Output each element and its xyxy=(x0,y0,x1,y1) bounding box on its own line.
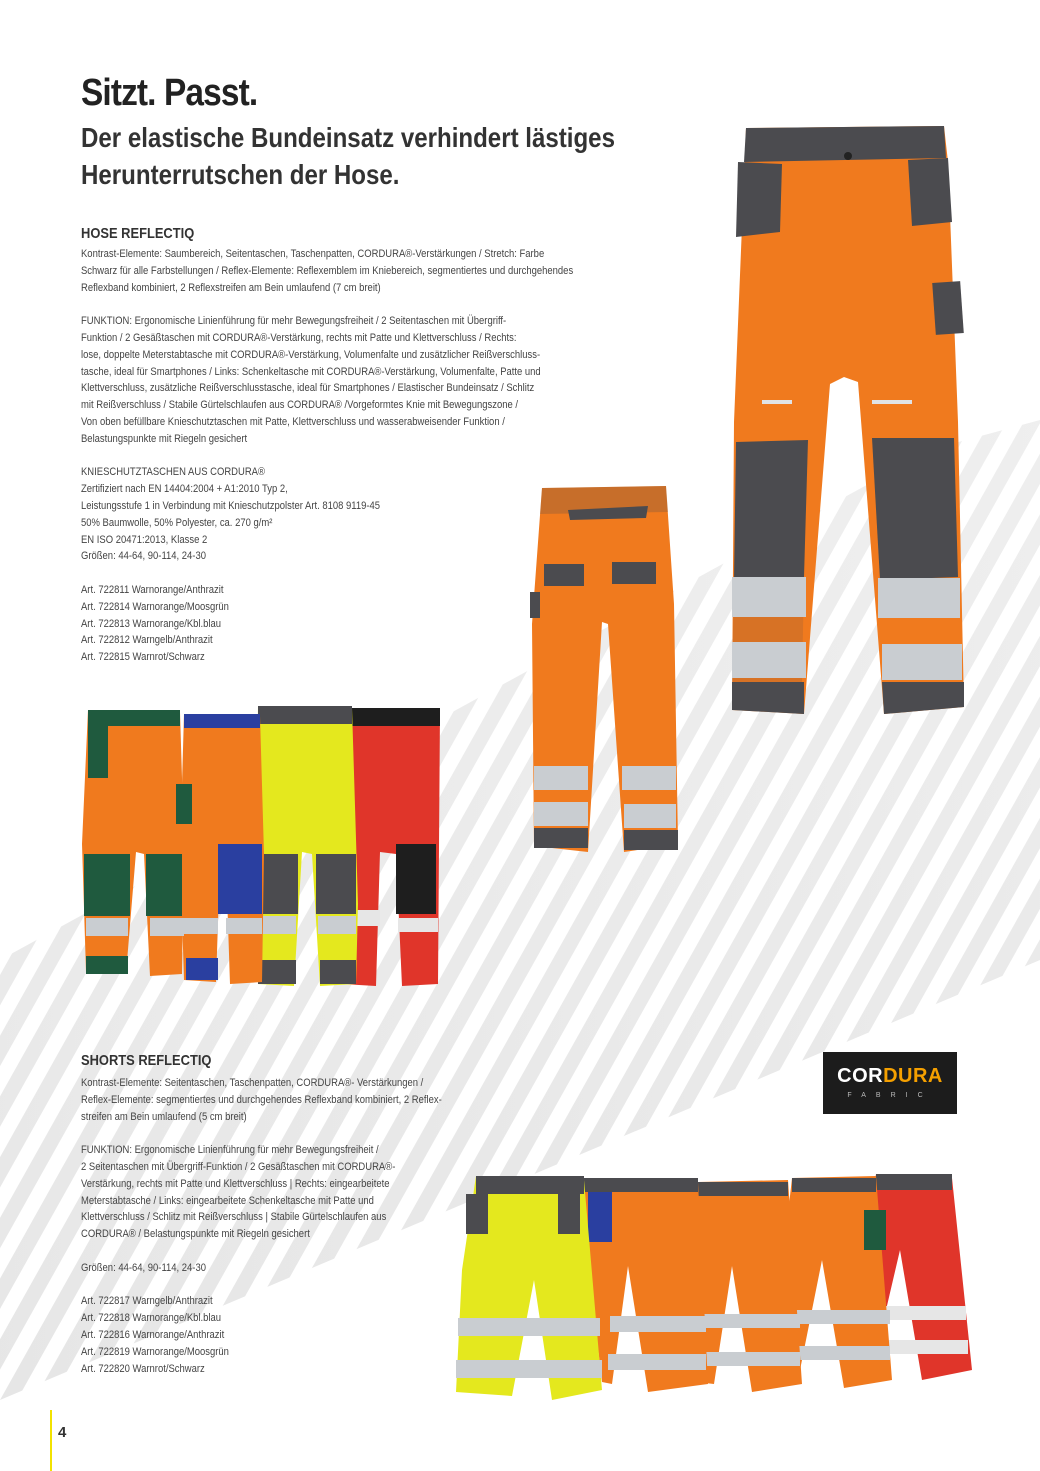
text-line: Klettverschluss, zusätzliche Reißverschlusstasche, ideal für Smartphones / Elastischer Bundeinsatz / Schlitz xyxy=(81,382,535,395)
text-line: Kontrast-Elemente: Saumbereich, Seitentaschen, Taschenpatten, CORDURA®-Verstärkungen / Stretch: Farbe xyxy=(81,248,545,260)
text-line: Kontrast-Elemente: Seitentaschen, Taschenpatten, CORDURA®- Verstärkungen / xyxy=(81,1077,424,1089)
text-paragraph xyxy=(81,313,573,447)
text-paragraph xyxy=(81,246,573,296)
text-line: KNIESCHUTZTASCHEN AUS CORDURA® xyxy=(81,466,265,479)
shorts-description xyxy=(81,1075,442,1377)
cordura-logo xyxy=(823,1052,957,1114)
text-paragraph xyxy=(81,1260,442,1277)
text-line: Reflexband kombiniert, 2 Reflexstreifen am Bein umlaufend (7 cm breit) xyxy=(81,281,381,294)
text-line: Art. 722819 Warnorange/Moosgrün xyxy=(81,1345,229,1358)
text-line: lose, doppelte Meterstabtasche mit CORDURA®-Verstärkung, Volumenfalte und zusätzlicher Reißverschluss- xyxy=(81,348,541,361)
subline-line: Der elastische Bundeinsatz verhindert lästiges xyxy=(81,122,615,153)
text-line: EN ISO 20471:2013, Klasse 2 xyxy=(81,533,208,546)
page-number: 4 xyxy=(58,1424,67,1441)
text-line: Art. 722818 Warnorange/Kbl.blau xyxy=(81,1312,222,1325)
text-line: 50% Baumwolle, 50% Polyester, ca. 270 g/m² xyxy=(81,516,273,529)
cordura-logo-wordmark: CORDURA xyxy=(837,1065,943,1087)
text-line: Art. 722814 Warnorange/Moosgrün xyxy=(81,600,229,613)
text-line: Schwarz für alle Farbstellungen / Reflex-Elemente: Reflexemblem im Kniebereich, segmentiertes und durchgehendes xyxy=(81,264,574,277)
text-line: Von oben befüllbare Knieschutztaschen mit Patte, Klettverschluss und wasserabweisender Funktion / xyxy=(81,415,505,428)
hose-color-variants-image xyxy=(80,704,450,994)
text-line: CORDURA® / Belastungspunkte mit Riegeln gesichert xyxy=(81,1228,310,1241)
text-line: FUNKTION: Ergonomische Linienführung für mehr Bewegungsfreiheit / 2 Seitentaschen mit Übergriff- xyxy=(81,315,507,328)
hose-description xyxy=(81,246,573,666)
text-line: Funktion / 2 Gesäßtaschen mit CORDURA®-Verstärkung, rechts mit Patte und Klettverschluss / Rechts: xyxy=(81,331,517,344)
hose-variant-kbl-blau xyxy=(180,714,264,984)
text-paragraph xyxy=(81,1293,442,1377)
text-line: Belastungspunkte mit Riegeln gesichert xyxy=(81,432,248,445)
hose-variant-warngelb xyxy=(256,706,358,986)
hose-section-title: HOSE REFLECTIQ xyxy=(81,225,195,242)
text-line: Meterstabtasche / Links: eingearbeitete Schenkeltasche mit Patte und xyxy=(81,1194,374,1207)
text-line: 2 Seitentaschen mit Übergriff-Funktion / 2 Gesäßtaschen mit CORDURA®- xyxy=(81,1160,396,1173)
text-line: Zertifiziert nach EN 14404:2004 + A1:2010 Typ 2, xyxy=(81,483,288,496)
text-line: Art. 722813 Warnorange/Kbl.blau xyxy=(81,617,222,630)
cordura-logo-subtitle: FABRIC xyxy=(847,1092,933,1099)
text-line: mit Reißverschluss / Stabile Gürtelschlaufen aus CORDURA® /Vorgeformtes Knie mit Bewegungszone / xyxy=(81,399,519,412)
hose-variant-moosgruen xyxy=(82,710,192,976)
text-line: Art. 722815 Warnrot/Schwarz xyxy=(81,651,205,664)
text-line: Verstärkung, rechts mit Patte und Klettverschluss | Rechts: eingearbeitete xyxy=(81,1177,390,1190)
text-line: streifen am Bein umlaufend (5 cm breit) xyxy=(81,1110,247,1123)
shorts-variant-warngelb xyxy=(456,1176,602,1400)
text-line: Klettverschluss / Schlitz mit Reißverschluss | Stabile Gürtelschlaufen aus xyxy=(81,1211,387,1224)
text-line: Art. 722812 Warngelb/Anthrazit xyxy=(81,634,213,647)
text-paragraph xyxy=(81,464,573,565)
text-line: Reflex-Elemente: segmentiertes und durchgehendes Reflexband kombiniert, 2 Reflex- xyxy=(81,1093,442,1106)
text-line: Art. 722817 Warngelb/Anthrazit xyxy=(81,1295,213,1308)
text-line: Art. 722816 Warnorange/Anthrazit xyxy=(81,1328,225,1341)
text-paragraph xyxy=(81,1142,442,1243)
hose-back-image xyxy=(528,484,683,856)
text-line: Art. 722820 Warnrot/Schwarz xyxy=(81,1362,205,1375)
text-line: Leistungsstufe 1 in Verbindung mit Knieschutzpolster Art. 8108 9119-45 xyxy=(81,499,381,512)
text-paragraph xyxy=(81,1075,442,1125)
page-subline xyxy=(81,119,614,193)
text-line: Größen: 44-64, 90-114, 24-30 xyxy=(81,1261,206,1274)
text-paragraph xyxy=(81,582,573,666)
text-line: FUNKTION: Ergonomische Linienführung für mehr Bewegungsfreiheit / xyxy=(81,1144,379,1157)
page-headline: Sitzt. Passt. xyxy=(81,72,258,114)
text-line: Art. 722811 Warnorange/Anthrazit xyxy=(81,583,224,596)
page-accent-bar xyxy=(50,1410,52,1471)
text-line: tasche, ideal für Smartphones / Links: Schenkeltasche mit CORDURA®-Verstärkung, Volumenfalte, Patte und xyxy=(81,365,541,378)
shorts-color-variants-image xyxy=(452,1170,982,1410)
hose-front-image xyxy=(722,122,972,722)
shorts-section-title: SHORTS REFLECTIQ xyxy=(81,1052,212,1069)
text-line: Größen: 44-64, 90-114, 24-30 xyxy=(81,550,206,563)
subline-line: Herunterrutschen der Hose. xyxy=(81,159,400,190)
